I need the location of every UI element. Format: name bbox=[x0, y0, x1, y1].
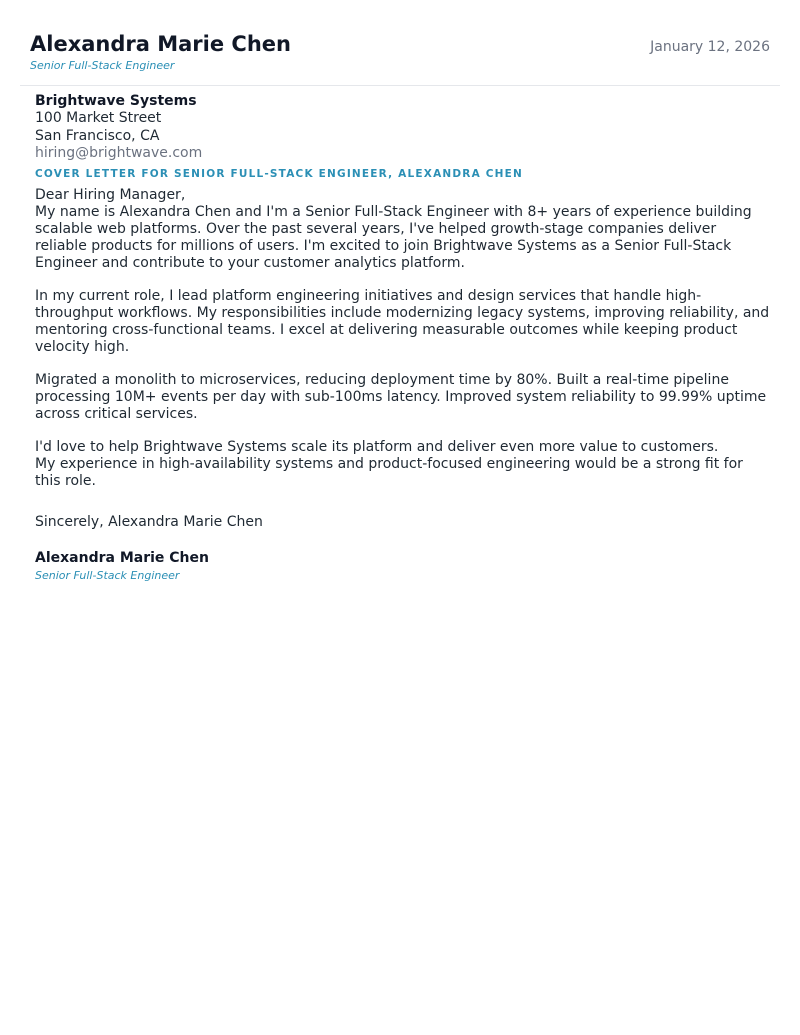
salutation: Dear Hiring Manager, bbox=[35, 186, 186, 203]
sender-title: Senior Full-Stack Engineer bbox=[30, 59, 175, 72]
header-divider bbox=[20, 85, 780, 86]
letter-subject: COVER LETTER FOR SENIOR FULL-STACK ENGINEER, ALEXANDRA CHEN bbox=[35, 167, 524, 180]
recipient-city: San Francisco, CA bbox=[35, 127, 160, 144]
recipient-block bbox=[35, 93, 770, 163]
letter-body bbox=[35, 93, 770, 583]
recipient-street: 100 Market Street bbox=[35, 110, 162, 126]
body-paragraph-conclusion: I'd love to help Brightwave Systems scale its platform and deliver even more value to customers. My experience in high-availability systems and product-focused engineering would be a strong fit for this role. bbox=[35, 438, 743, 489]
closing-line: Sincerely, Alexandra Marie Chen bbox=[35, 513, 263, 530]
letter-header bbox=[0, 0, 800, 86]
body-paragraph-achievements: Migrated a monolith to microservices, reducing deployment time by 80%. Built a real-time pipeline processing 10M+ events per day with sub-100ms latency. Improved system reliability to 99.99% uptime across critical services. bbox=[35, 371, 767, 422]
body-paragraph-intro: My name is Alexandra Chen and I'm a Senior Full-Stack Engineer with 8+ years of experience building scalable web platforms. Over the past several years, I've helped growth-stage companies deliver reliable products for millions of users. I'm excited to join Brightwave Systems as a Senior Full-Stack Engineer and contribute to your customer analytics platform. bbox=[35, 203, 752, 271]
recipient-company: Brightwave Systems bbox=[35, 93, 197, 109]
recipient-email: hiring@brightwave.com bbox=[35, 145, 203, 161]
letter-date: January 12, 2026 bbox=[650, 39, 770, 55]
signature-title: Senior Full-Stack Engineer bbox=[35, 568, 180, 582]
body-paragraph-role: In my current role, I lead platform engineering initiatives and design services that handle high-throughput workflows. My responsibilities include modernizing legacy systems, improving reliability, and mentoring cross-functional teams. I excel at delivering measurable outcomes while keeping product velocity high. bbox=[35, 287, 770, 355]
sender-name: Alexandra Marie Chen bbox=[30, 32, 291, 56]
signature-name: Alexandra Marie Chen bbox=[35, 549, 209, 566]
